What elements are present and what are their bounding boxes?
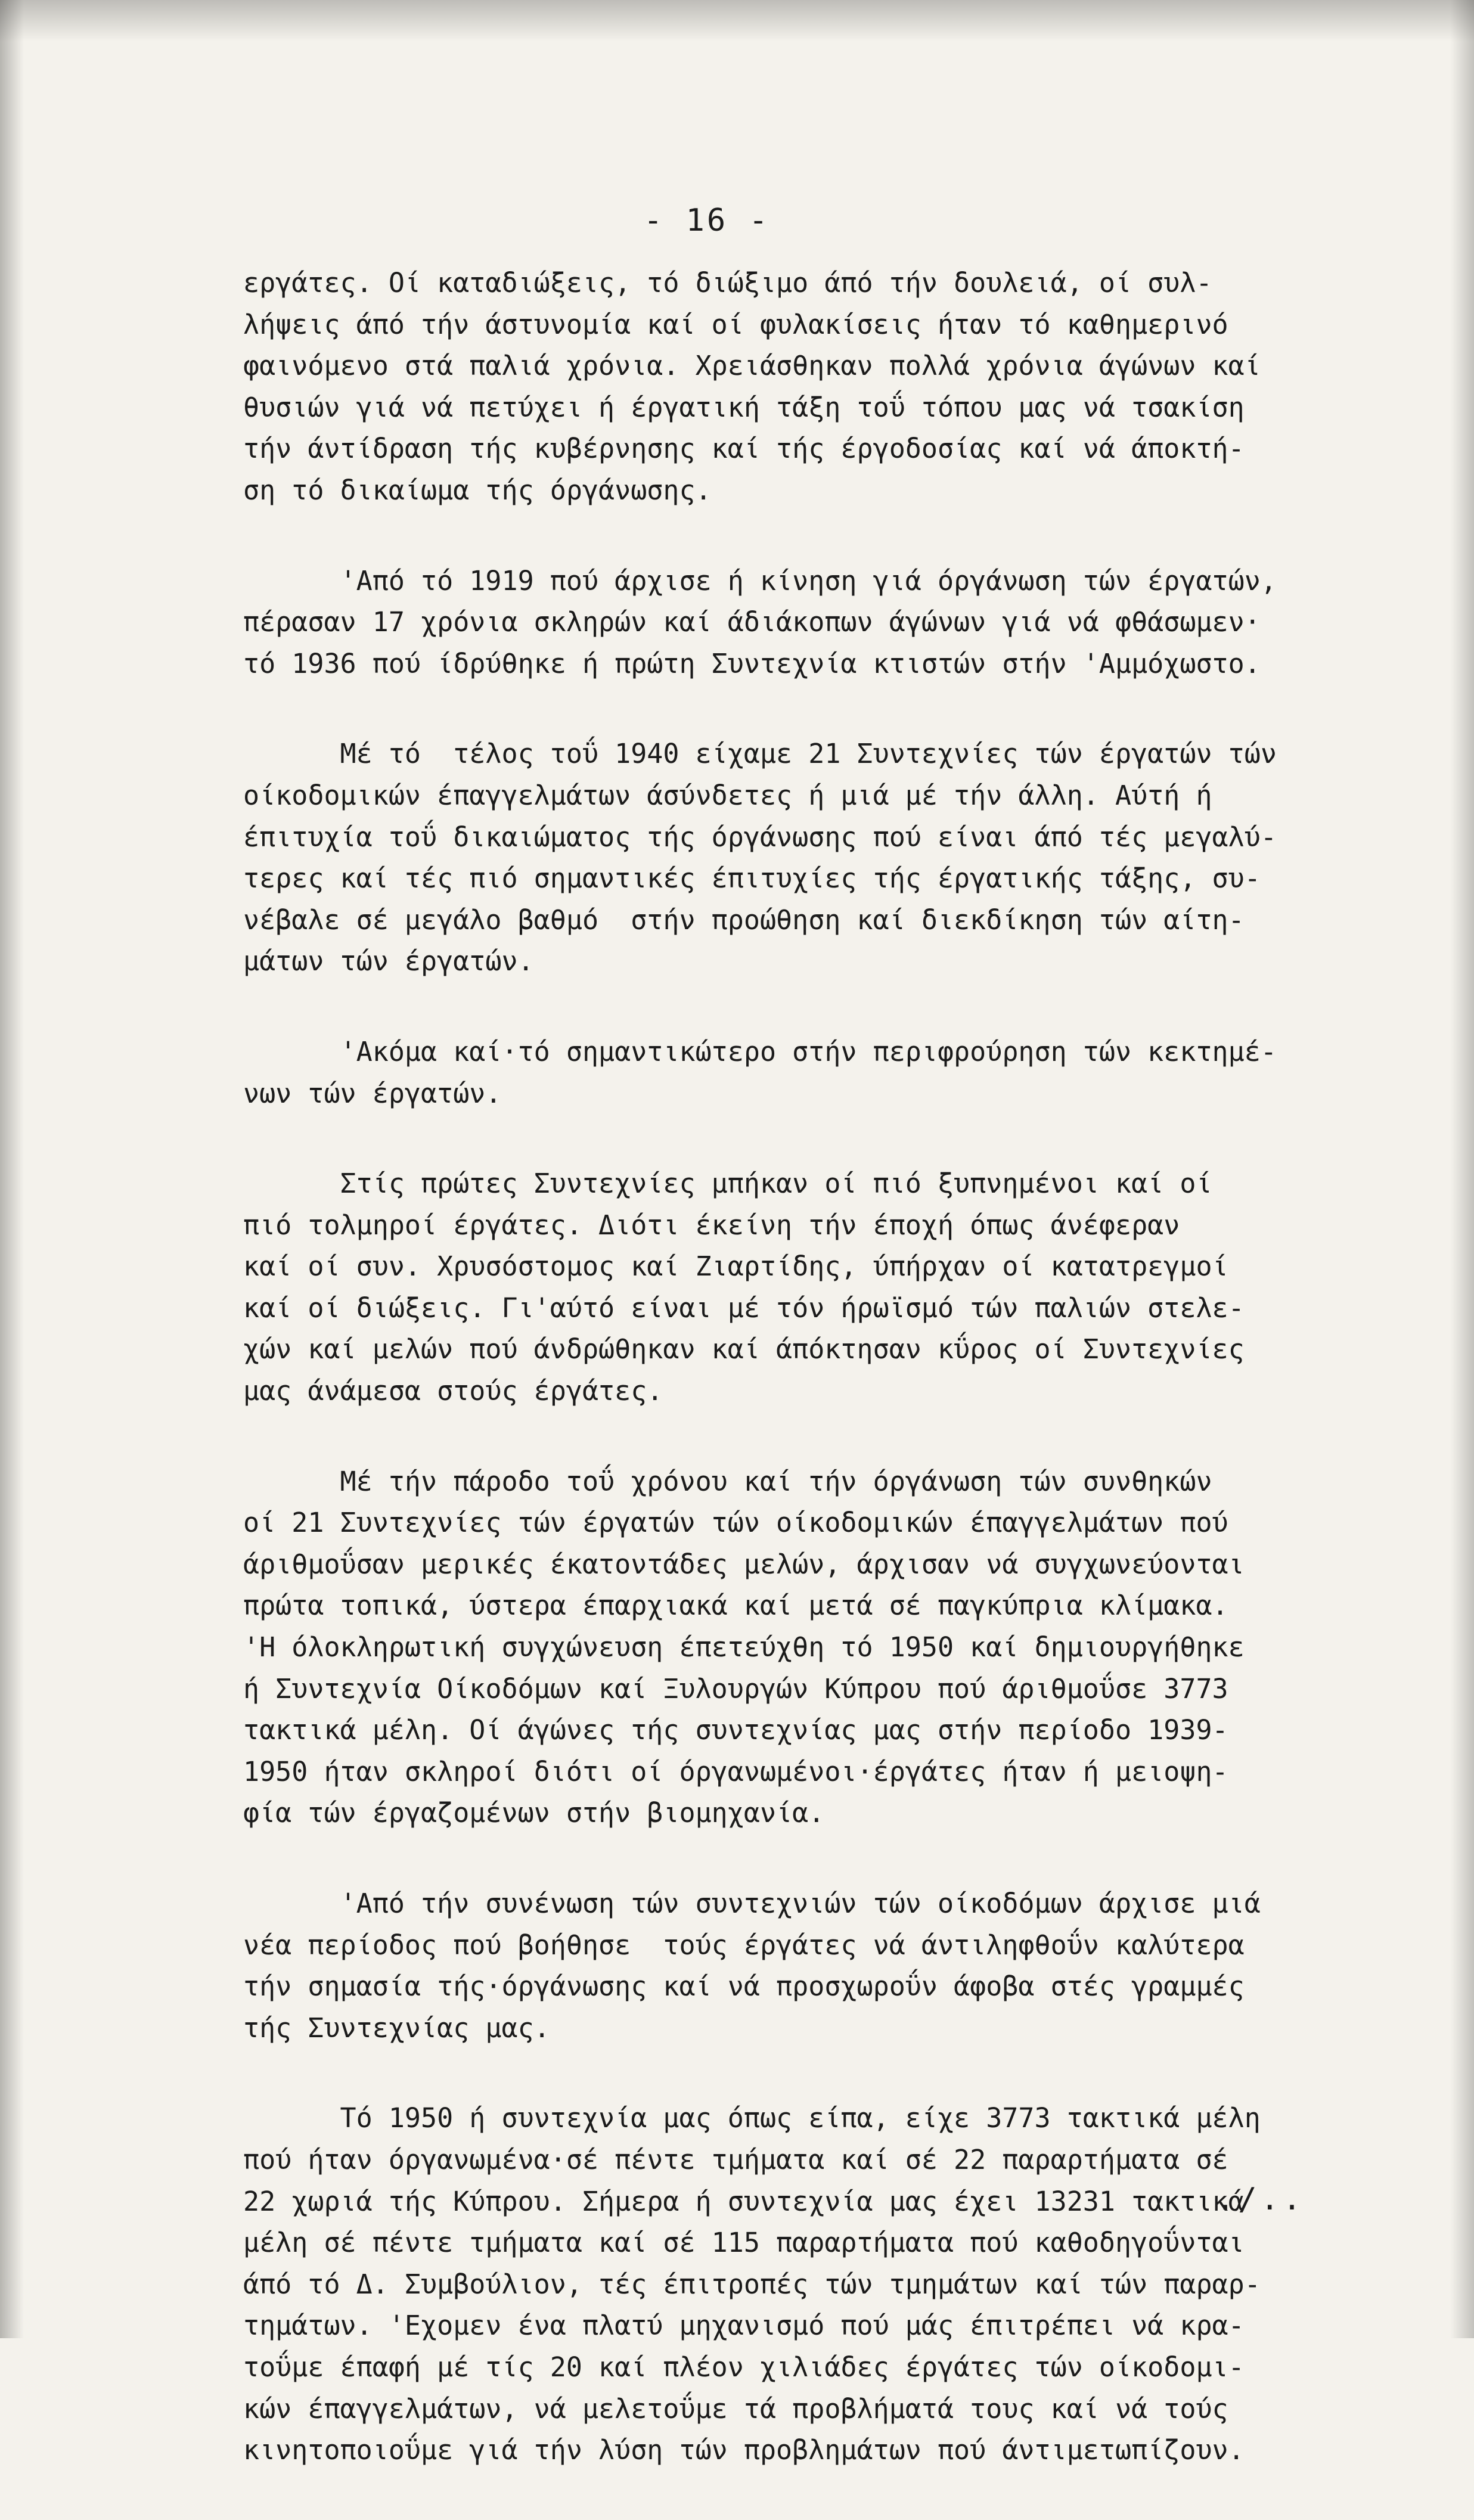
text-line: 22 χωριά τής Κύπρου. Σήμερα ή συντεχνία μας έχει 13231 τακτικά bbox=[243, 2185, 1245, 2217]
paragraph bbox=[243, 1031, 1411, 1114]
text-line: εργάτες. Οί καταδιώξεις, τό διώξιμο άπό τήν δουλειά, οί συλ- bbox=[243, 267, 1212, 299]
text-line: έπιτυχία τοΰ δικαιώματος τής όργάνωσης πού είναι άπό τές μεγαλύ- bbox=[243, 821, 1277, 853]
text-line: πέρασαν 17 χρόνια σκληρών καί άδιάκοπων άγώνων γιά νά φθάσωμεν· bbox=[243, 606, 1261, 638]
text-line: Στίς πρώτες Συντεχνίες μπήκαν οί πιό ξυπνημένοι καί οί bbox=[243, 1168, 1212, 1200]
text-line: καί οί διώξεις. Γι'αύτό είναι μέ τόν ήρωϊσμό τών παλιών στελε- bbox=[243, 1292, 1245, 1324]
text-line: πού ήταν όργανωμένα·σέ πέντε τμήματα καί σέ 22 παραρτήματα σέ bbox=[243, 2143, 1228, 2175]
scan-shadow-left bbox=[0, 0, 24, 2338]
text-line: νέβαλε σέ μεγάλο βαθμό στήν προώθηση καί διεκδίκηση τών αίτη- bbox=[243, 904, 1245, 936]
continuation-mark: ./.. bbox=[1216, 2181, 1305, 2217]
text-line: κών έπαγγελμάτων, νά μελετοΰμε τά προβλήματά τους καί νά τούς bbox=[243, 2392, 1228, 2425]
paragraph bbox=[243, 262, 1411, 511]
text-line: οί 21 Συντεχνίες τών έργατών τών οίκοδομικών έπαγγελμάτων πού bbox=[243, 1507, 1228, 1539]
text-line: θυσιών γιά νά πετύχει ή έργατική τάξη τοΰ τόπου μας νά τσακίση bbox=[243, 391, 1245, 423]
scan-shadow-top bbox=[0, 0, 1474, 42]
page-number: - 16 - bbox=[644, 203, 770, 238]
text-line: τήν σημασία τής·όργάνωσης καί νά προσχωροΰν άφοβα στές γραμμές bbox=[243, 1970, 1245, 2003]
text-line: άριθμοΰσαν μερικές έκατοντάδες μελών, άρχισαν νά συγχωνεύονται bbox=[243, 1548, 1245, 1580]
text-line: χών καί μελών πού άνδρώθηκαν καί άπόκτησαν κΰρος οί Συντεχνίες bbox=[243, 1333, 1245, 1365]
text-line: νων τών έργατών. bbox=[243, 1077, 502, 1109]
text-line: 'Ακόμα καί·τό σημαντικώτερο στήν περιφρούρηση τών κεκτημέ- bbox=[243, 1035, 1277, 1067]
text-line: τερες καί τές πιό σημαντικές έπιτυχίες τής έργατικής τάξης, συ- bbox=[243, 862, 1261, 895]
paragraph bbox=[243, 2097, 1411, 2471]
text-line: μάτων τών έργατών. bbox=[243, 945, 534, 977]
paragraph bbox=[243, 733, 1411, 982]
text-line: μας άνάμεσα στούς έργάτες. bbox=[243, 1375, 663, 1407]
text-line: 'Από τό 1919 πού άρχισε ή κίνηση γιά όργάνωση τών έργατών, bbox=[243, 564, 1277, 597]
text-line: ή Συντεχνία Οίκοδόμων καί Ξυλουργών Κύπρου πού άριθμοΰσε 3773 bbox=[243, 1672, 1228, 1705]
text-line: κινητοποιοΰμε γιά τήν λύση τών προβλημάτων πού άντιμετωπίζουν. bbox=[243, 2434, 1245, 2466]
text-line: Μέ τήν πάροδο τοΰ χρόνου καί τήν όργάνωση τών συνθηκών bbox=[243, 1465, 1212, 1497]
text-line: μέλη σέ πέντε τμήματα καί σέ 115 παραρτήματα πού καθοδηγοΰνται bbox=[243, 2227, 1245, 2259]
paragraph bbox=[243, 1163, 1411, 1412]
text-line: τής Συντεχνίας μας. bbox=[243, 2012, 550, 2044]
text-line: τό 1936 πού ίδρύθηκε ή πρώτη Συντεχνία κτιστών στήν 'Αμμόχωστο. bbox=[243, 647, 1261, 679]
text-line: φία τών έργαζομένων στήν βιομηχανία. bbox=[243, 1797, 825, 1829]
text-line: τημάτων. 'Εχομεν ένα πλατύ μηχανισμό πού μάς έπιτρέπει νά κρα- bbox=[243, 2310, 1245, 2342]
text-line: 'Η όλοκληρωτική συγχώνευση έπετεύχθη τό 1950 καί δημιουργήθηκε bbox=[243, 1631, 1245, 1664]
text-line: Τό 1950 ή συντεχνία μας όπως είπα, είχε 3773 τακτικά μέλη bbox=[243, 2102, 1261, 2134]
text-line: τήν άντίδραση τής κυβέρνησης καί τής έργοδοσίας καί νά άποκτή- bbox=[243, 433, 1245, 465]
text-line: άπό τό Δ. Συμβούλιον, τές έπιτροπές τών τμημάτων καί τών παραρ- bbox=[243, 2268, 1261, 2300]
text-line: νέα περίοδος πού βοήθησε τούς έργάτες νά άντιληφθοΰν καλύτερα bbox=[243, 1929, 1245, 1961]
text-line: οίκοδομικών έπαγγελμάτων άσύνδετες ή μιά μέ τήν άλλη. Αύτή ή bbox=[243, 779, 1212, 811]
text-line: λήψεις άπό τήν άστυνομία καί οί φυλακίσεις ήταν τό καθημερινό bbox=[243, 308, 1228, 340]
paragraph bbox=[243, 560, 1411, 685]
text-line: τοΰμε έπαφή μέ τίς 20 καί πλέον χιλιάδες έργάτες τών οίκοδομι- bbox=[243, 2351, 1245, 2383]
text-line: φαινόμενο στά παλιά χρόνια. Χρειάσθηκαν πολλά χρόνια άγώνων καί bbox=[243, 350, 1261, 382]
text-line: 'Από τήν συνένωση τών συντεχνιών τών οίκοδόμων άρχισε μιά bbox=[243, 1888, 1261, 1919]
text-line: πιό τολμηροί έργάτες. Διότι έκείνη τήν έποχή όπως άνέφεραν bbox=[243, 1209, 1180, 1241]
text-line: Μέ τό τέλος τοΰ 1940 είχαμε 21 Συντεχνίες τών έργατών τών bbox=[243, 738, 1277, 770]
text-line: ση τό δικαίωμα τής όργάνωσης. bbox=[243, 474, 712, 506]
paragraph bbox=[243, 1883, 1411, 2049]
paragraph bbox=[243, 1461, 1411, 1834]
text-line: 1950 ήταν σκληροί διότι οί όργανωμένοι·έργάτες ήταν ή μειοψη- bbox=[243, 1755, 1228, 1787]
text-line: πρώτα τοπικά, ύστερα έπαρχιακά καί μετά σέ παγκύπρια κλίμακα. bbox=[243, 1590, 1228, 1622]
text-line: τακτικά μέλη. Οί άγώνες τής συντεχνίας μας στήν περίοδο 1939- bbox=[243, 1714, 1228, 1746]
text-line: καί οί συν. Χρυσόστομος καί Ζιαρτίδης, ύπήρχαν οί κατατρεγμοί bbox=[243, 1250, 1228, 1283]
scan-shadow-right bbox=[1450, 0, 1474, 2338]
